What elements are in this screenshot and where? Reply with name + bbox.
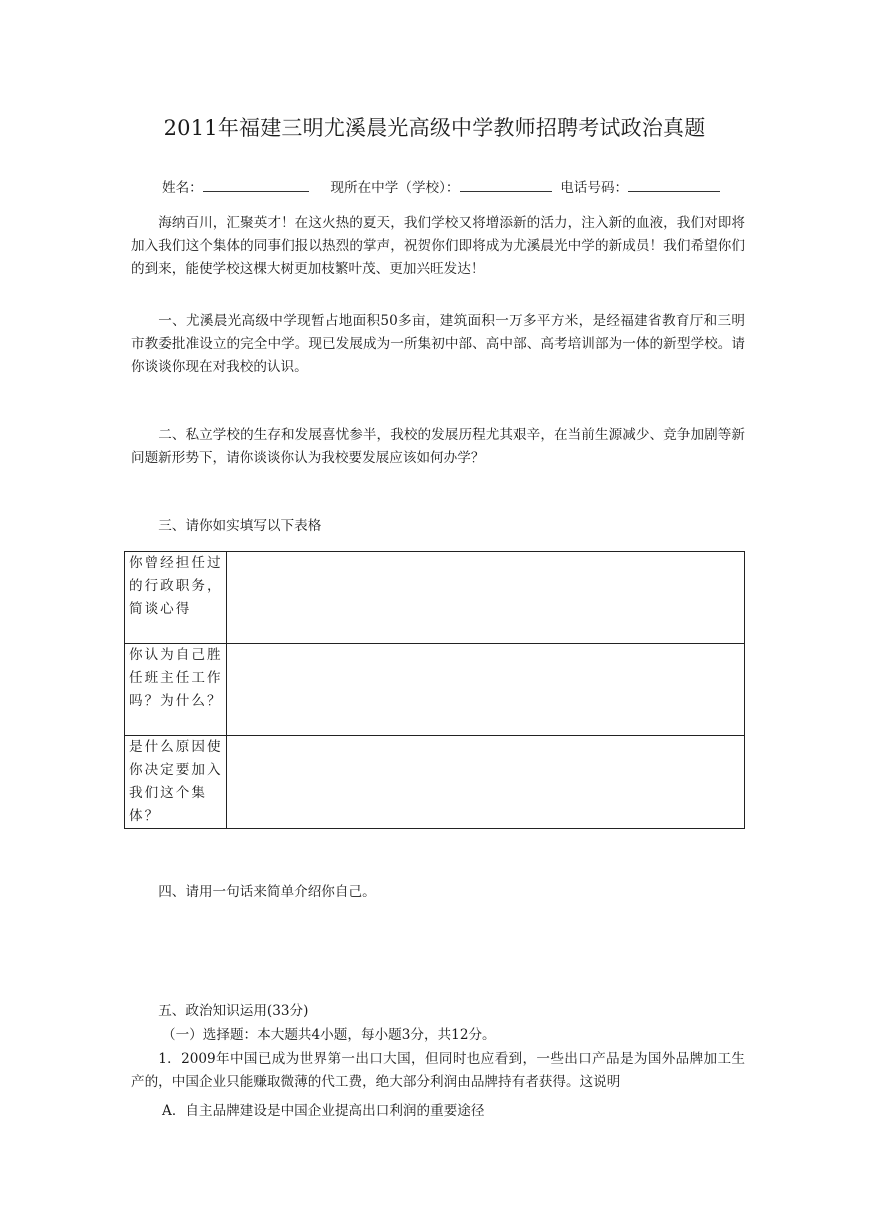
question-5-heading: 五、政治知识运用(33分) — [158, 1003, 309, 1019]
question-4: 四、请用一句话来简单介绍你自己。 — [158, 884, 376, 900]
question-3: 三、请你如实填写以下表格 — [158, 518, 322, 534]
section-1-heading: （一）选择题：本大题共4小题，每小题3分，共12分。 — [162, 1027, 496, 1043]
table-answer-cell[interactable] — [227, 736, 745, 829]
table-question-cell: 你曾经担任过的行政职务，简谈心得 — [125, 552, 227, 644]
table-answer-cell[interactable] — [227, 552, 745, 644]
question-1: 一、尤溪晨光高级中学现暂占地面积50多亩，建筑面积一万多平方米，是经福建省教育厅和三明市教委批准设立的完全中学。现已发展成为一所集初中部、高中部、高考培训部为一体的新型学校。请你谈谈你现在对我校的认识。 — [131, 313, 745, 375]
choice-option-a: A．自主品牌建设是中国企业提高出口利润的重要途径 — [162, 1103, 485, 1119]
table-question-cell: 是什么原因使你决定要加入我们这个集体？ — [125, 736, 227, 829]
self-report-table — [124, 551, 745, 829]
intro-paragraph: 海纳百川，汇聚英才！在这火热的夏天，我们学校又将增添新的活力，注入新的血液，我们对即将加入我们这个集体的同事们报以热烈的掌声，祝贺你们即将成为尤溪晨光中学的新成员！我们希望你们的到来，能使学校这棵大树更加枝繁叶茂、更加兴旺发达！ — [131, 215, 745, 277]
table-answer-cell[interactable] — [227, 644, 745, 736]
table-row — [125, 552, 745, 644]
choice-item-1: 1．2009年中国已成为世界第一出口大国，但同时也应看到，一些出口产品是为国外品牌加工生产的，中国企业只能赚取微薄的代工费，绝大部分利润由品牌持有者获得。这说明 — [131, 1051, 745, 1090]
document-title: 2011年福建三明尤溪晨光高级中学教师招聘考试政治真题 — [163, 116, 706, 140]
school-blank[interactable] — [460, 177, 552, 192]
phone-blank[interactable] — [628, 177, 720, 192]
school-label: 现所在中学（学校）： — [330, 180, 460, 196]
table-question-cell: 你认为自己胜任班主任工作吗？为什么？ — [125, 644, 227, 736]
table-row — [125, 644, 745, 736]
name-label: 姓名： — [162, 180, 203, 196]
table-row — [125, 736, 745, 829]
applicant-info-line — [162, 176, 720, 196]
question-2: 二、私立学校的生存和发展喜忧参半，我校的发展历程尤其艰辛，在当前生源减少、竞争加剧等新问题新形势下，请你谈谈你认为我校要发展应该如何办学？ — [131, 427, 745, 466]
phone-label: 电话号码： — [560, 180, 629, 196]
name-blank[interactable] — [203, 177, 309, 192]
